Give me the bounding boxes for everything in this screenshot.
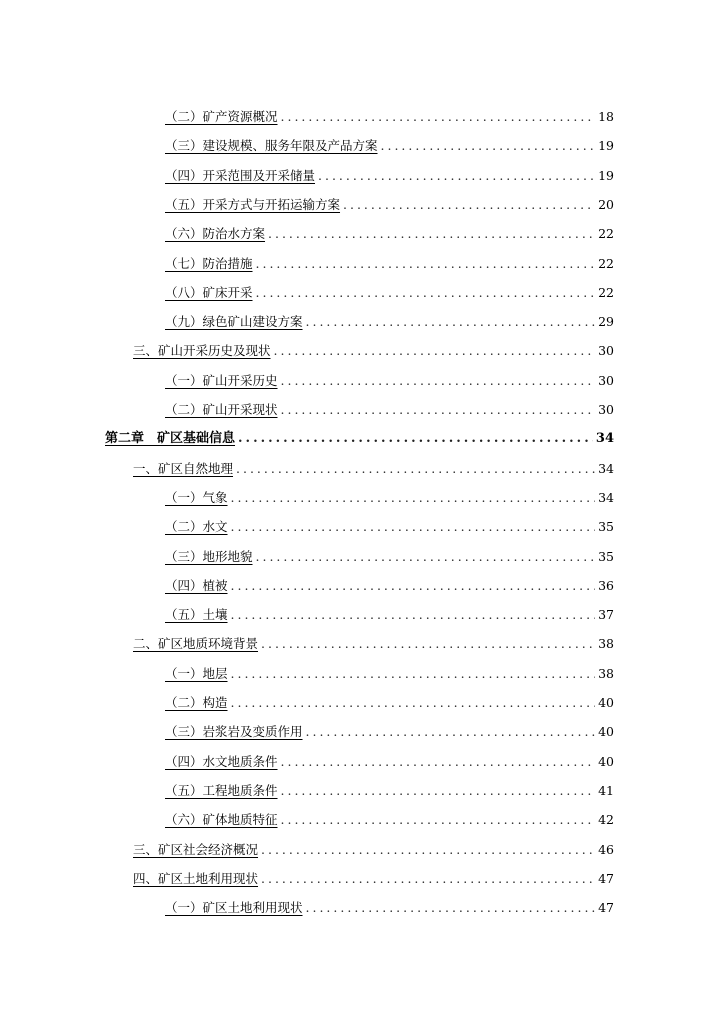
toc-entry-title[interactable]: （二）矿山开采现状	[165, 402, 278, 417]
toc-entry[interactable]	[165, 104, 614, 126]
toc-entry-title[interactable]: （五）工程地质条件	[165, 783, 278, 798]
toc-entry-title[interactable]: （五）开采方式与开拓运输方案	[165, 197, 341, 212]
toc-leader-dots	[256, 284, 596, 302]
toc-entry[interactable]	[165, 251, 614, 273]
toc-page-number: 47	[598, 900, 614, 915]
toc-entry-title[interactable]: （四）开采范围及开采储量	[165, 168, 316, 183]
toc-leader-dots	[231, 665, 596, 683]
toc-page-number: 19	[598, 138, 614, 153]
toc-leader-dots	[231, 518, 596, 536]
toc-page-number: 46	[598, 842, 614, 857]
toc-entry-title[interactable]: 二、矿区地质环境背景	[133, 636, 259, 651]
toc-entry-title[interactable]: （二）水文	[165, 519, 228, 534]
toc-entry-title[interactable]: （六）矿体地质特征	[165, 812, 278, 827]
toc-entry[interactable]	[165, 661, 614, 683]
toc-entry[interactable]	[165, 221, 614, 243]
toc-page-number: 40	[598, 724, 614, 739]
toc-entry[interactable]	[165, 778, 614, 800]
toc-entry-title[interactable]: 第二章 矿区基础信息	[105, 431, 236, 446]
toc-leader-dots	[281, 372, 596, 390]
toc-page-number: 34	[595, 431, 614, 446]
toc-page-number: 47	[598, 871, 614, 886]
toc-entry[interactable]	[133, 866, 614, 888]
toc-page-number: 38	[598, 666, 614, 681]
toc-page-number: 42	[598, 812, 614, 827]
toc-leader-dots	[238, 430, 593, 448]
toc-entry[interactable]	[165, 602, 614, 624]
toc-page-number: 30	[598, 373, 614, 388]
toc-entry-title[interactable]: 四、矿区土地利用现状	[133, 871, 259, 886]
toc-leader-dots	[281, 782, 596, 800]
toc-leader-dots	[281, 401, 596, 419]
toc-entry-title[interactable]: （一）地层	[165, 666, 228, 681]
toc-entry-title[interactable]: （二）构造	[165, 695, 228, 710]
toc-page-number: 40	[598, 754, 614, 769]
toc-entry[interactable]	[133, 338, 614, 360]
toc-leader-dots	[306, 723, 596, 741]
toc-entry-title[interactable]: （八）矿床开采	[165, 285, 253, 300]
toc-leader-dots	[381, 137, 596, 155]
toc-leader-dots	[261, 870, 595, 888]
toc-page-number: 29	[598, 314, 614, 329]
toc-leader-dots	[261, 635, 595, 653]
toc-entry-title[interactable]: （一）矿区土地利用现状	[165, 900, 303, 915]
toc-entry-title[interactable]: （四）水文地质条件	[165, 754, 278, 769]
toc-entry[interactable]	[133, 837, 614, 859]
toc-leader-dots	[281, 108, 596, 126]
toc-entry[interactable]	[165, 280, 614, 302]
toc-leader-dots	[231, 606, 596, 624]
toc-entry-title[interactable]: 三、矿区社会经济概况	[133, 842, 259, 857]
toc-entry[interactable]	[165, 514, 614, 536]
toc-page-number: 18	[598, 109, 614, 124]
toc-entry[interactable]	[165, 397, 614, 419]
toc-page-number: 19	[598, 168, 614, 183]
toc-leader-dots	[281, 811, 596, 829]
toc-page-number: 30	[598, 402, 614, 417]
toc-page-number: 38	[598, 636, 614, 651]
toc-entry-title[interactable]: （二）矿产资源概况	[165, 109, 278, 124]
toc-entry[interactable]	[105, 426, 614, 448]
toc-entry[interactable]	[133, 456, 614, 478]
toc-entry-title[interactable]: （三）建设规模、服务年限及产品方案	[165, 138, 378, 153]
toc-leader-dots	[231, 694, 596, 712]
toc-leader-dots	[231, 489, 596, 507]
toc-entry-title[interactable]: 一、矿区自然地理	[133, 461, 234, 476]
toc-page-number: 37	[598, 607, 614, 622]
toc-page-number: 34	[598, 461, 614, 476]
toc-page-number: 35	[598, 519, 614, 534]
toc-page-number: 35	[598, 549, 614, 564]
toc-entry[interactable]	[165, 368, 614, 390]
toc-entry-title[interactable]: （四）植被	[165, 578, 228, 593]
toc-page-number: 22	[598, 226, 614, 241]
toc-entry-title[interactable]: （三）岩浆岩及变质作用	[165, 724, 303, 739]
toc-entry[interactable]	[165, 163, 614, 185]
toc-leader-dots	[306, 899, 596, 917]
toc-entry[interactable]	[165, 895, 614, 917]
toc-page-number: 20	[598, 197, 614, 212]
toc-entry[interactable]	[165, 309, 614, 331]
toc-page-number: 36	[598, 578, 614, 593]
toc-entry[interactable]	[165, 573, 614, 595]
toc-entry[interactable]	[165, 749, 614, 771]
toc-leader-dots	[256, 255, 596, 273]
toc-leader-dots	[274, 342, 596, 360]
toc-entry[interactable]	[165, 807, 614, 829]
toc-entry-title[interactable]: 三、矿山开采历史及现状	[133, 343, 271, 358]
toc-entry-title[interactable]: （一）气象	[165, 490, 228, 505]
toc-leader-dots	[306, 313, 596, 331]
toc-leader-dots	[268, 225, 595, 243]
toc-page-number: 40	[598, 695, 614, 710]
toc-entry[interactable]	[165, 719, 614, 741]
toc-leader-dots	[261, 841, 595, 859]
toc-entry-title[interactable]: （七）防治措施	[165, 256, 253, 271]
toc-page-number: 30	[598, 343, 614, 358]
toc-leader-dots	[231, 577, 596, 595]
toc-entry-title[interactable]: （一）矿山开采历史	[165, 373, 278, 388]
toc-leader-dots	[236, 460, 595, 478]
toc-entry[interactable]	[165, 544, 614, 566]
toc-entry-title[interactable]: （三）地形地貌	[165, 549, 253, 564]
toc-entry[interactable]	[165, 133, 614, 155]
toc-leader-dots	[256, 548, 596, 566]
toc-entry[interactable]	[165, 690, 614, 712]
toc-entry-title[interactable]: （六）防治水方案	[165, 226, 266, 241]
toc-page-number: 22	[598, 256, 614, 271]
toc-entry-title[interactable]: （九）绿色矿山建设方案	[165, 314, 303, 329]
toc-entry[interactable]	[165, 192, 614, 214]
toc-page-number: 22	[598, 285, 614, 300]
toc-entry-title[interactable]: （五）土壤	[165, 607, 228, 622]
toc-leader-dots	[343, 196, 595, 214]
toc-page-number: 34	[598, 490, 614, 505]
toc-leader-dots	[318, 167, 595, 185]
toc-entry[interactable]	[133, 631, 614, 653]
toc-leader-dots	[281, 753, 596, 771]
toc-entry[interactable]	[165, 485, 614, 507]
toc-page-number: 41	[598, 783, 614, 798]
